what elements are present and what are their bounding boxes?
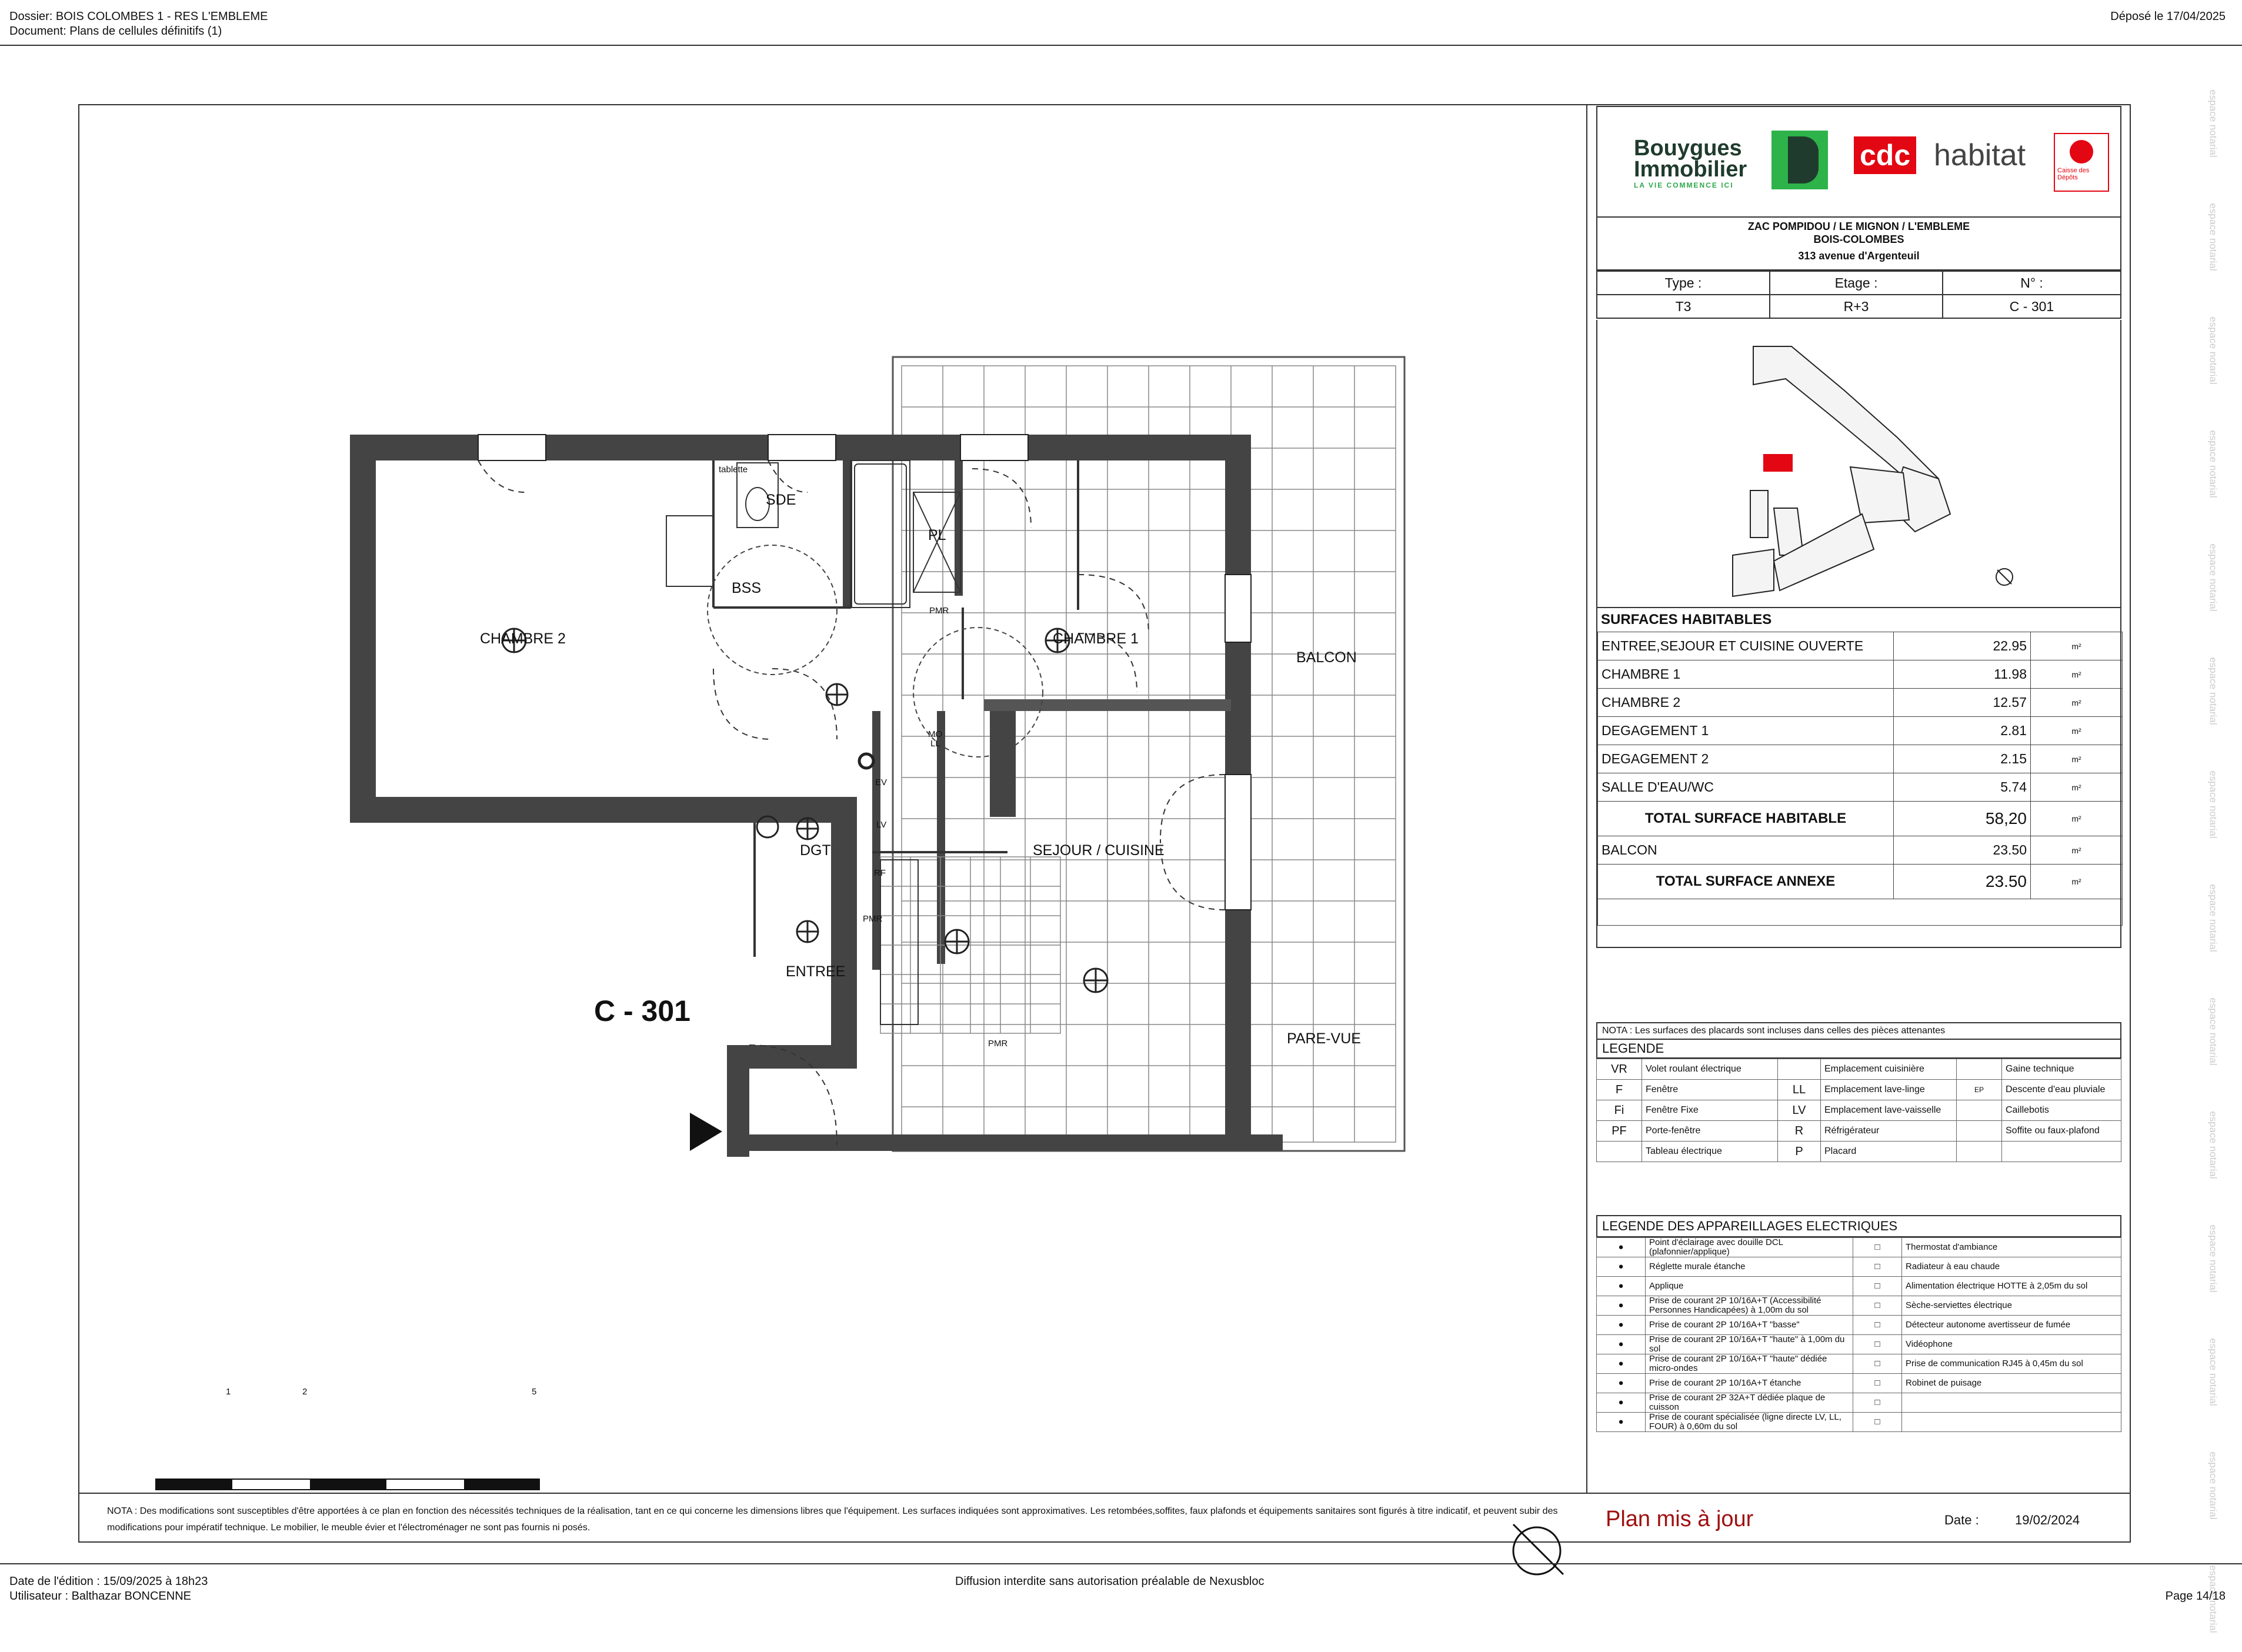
kitchen-tiles (880, 857, 1060, 1033)
electrical-row (1597, 1374, 2121, 1393)
legend-code (1778, 1059, 1821, 1080)
surface-empty-row (1598, 899, 2123, 926)
watermark-label: espace notarial (2207, 770, 2219, 839)
electrical-symbol-icon: ● (1597, 1393, 1646, 1413)
legend-code (1597, 1142, 1642, 1162)
surface-label: CHAMBRE 2 (1598, 689, 1894, 717)
watermark-text (0, 184, 18, 290)
electrical-text: Alimentation électrique HOTTE à 2,05m du sol (1902, 1277, 2121, 1296)
legend-row (1597, 1059, 2121, 1080)
watermark-text (0, 525, 18, 630)
legend-text: Volet roulant électrique (1642, 1059, 1778, 1080)
lv-label: LV (876, 820, 887, 830)
electrical-row (1597, 1257, 2121, 1277)
watermark-text (2207, 71, 2241, 176)
page-footer-rule (0, 1563, 2242, 1564)
electrical-symbol-icon: □ (1853, 1257, 1902, 1277)
electrical-symbol-icon: ● (1597, 1316, 1646, 1335)
legend-code: R (1778, 1121, 1821, 1142)
entry-arrow-icon (690, 1113, 722, 1151)
electrical-row (1597, 1296, 2121, 1316)
electrical-text: Applique (1646, 1277, 1853, 1296)
surface-label: CHAMBRE 1 (1598, 660, 1894, 689)
pmr-label: PMR (988, 1039, 1008, 1049)
watermark-label: espace notarial (2207, 997, 2219, 1066)
watermark-text (2207, 1546, 2241, 1652)
watermark-text (2207, 184, 2241, 290)
legend-row (1597, 1142, 2121, 1162)
watermark-text (2207, 1092, 2241, 1198)
electrical-text: Détecteur autonome avertisseur de fumée (1902, 1316, 2121, 1335)
electrical-symbol-icon: □ (1853, 1413, 1902, 1432)
electrical-symbol-icon: ● (1597, 1335, 1646, 1354)
room-entree: ENTREE (786, 963, 846, 980)
plan-mis-a-jour: Plan mis à jour (1606, 1507, 1754, 1531)
scale-tick-2: 2 (302, 1387, 308, 1397)
electrical-symbol-icon: ● (1597, 1277, 1646, 1296)
surface-row (1598, 773, 2123, 802)
depose-date: Déposé le 17/04/2025 (2110, 10, 2226, 23)
watermark-text (2207, 411, 2241, 517)
unit-highlight (1763, 454, 1793, 472)
surface-value: 11.98 (1894, 660, 2031, 689)
watermark-label: espace notarial (2207, 884, 2219, 952)
header-rule (0, 45, 2242, 46)
etage-value: R+3 (1770, 295, 1943, 318)
legend-code: Fi (1597, 1100, 1642, 1121)
surface-value: 58,20 (1894, 802, 2031, 836)
surfaces-table (1597, 632, 2123, 926)
electrical-symbol-icon: ● (1597, 1238, 1646, 1257)
floor-plan (78, 104, 1586, 1493)
watermark-label: espace notarial (2207, 203, 2219, 271)
electrical-text: Prise de courant 2P 10/16A+T (Accessibilité Personnes Handicapées) à 1,00m du sol (1646, 1296, 1853, 1316)
pare-vue-label: PARE-VUE (1287, 1030, 1361, 1047)
surface-row (1598, 660, 2123, 689)
legend-code: LV (1778, 1100, 1821, 1121)
watermark-label: espace notarial (2207, 430, 2219, 498)
key-plan (1596, 320, 2121, 608)
pmr-label-2: PMR (929, 606, 949, 616)
bouygues-b-icon (1771, 131, 1828, 189)
electrical-text: Réglette murale étanche (1646, 1257, 1853, 1277)
watermark-label: espace notarial (2207, 1565, 2219, 1633)
surface-value: 5.74 (1894, 773, 2031, 802)
key-plan-drawing (1597, 320, 2120, 606)
edition-date: Date de l'édition : 15/09/2025 à 18h23 (9, 1575, 208, 1588)
electrical-symbol-icon: □ (1853, 1393, 1902, 1413)
electrical-text (1902, 1413, 2121, 1432)
electrical-row (1597, 1393, 2121, 1413)
frame-divider (1586, 104, 1587, 1493)
document-label: Document: Plans de cellules définitifs (1) (9, 25, 222, 38)
legend-text: Caillebotis (2002, 1100, 2121, 1121)
legend-code: VR (1597, 1059, 1642, 1080)
ev-label: EV (875, 777, 888, 787)
legend-text: Porte-fenêtre (1642, 1121, 1778, 1142)
surface-value: 2.15 (1894, 745, 2031, 773)
surface-label: SALLE D'EAU/WC (1598, 773, 1894, 802)
legend-text: Emplacement lave-vaisselle (1821, 1100, 1957, 1121)
electrical-text: Prise de communication RJ45 à 0,45m du sol (1902, 1354, 2121, 1374)
electrical-table (1596, 1237, 2121, 1432)
project-line2: BOIS-COLOMBES (1813, 233, 1904, 245)
footer-rule (78, 1493, 2131, 1494)
pmr-label-3: PMR (863, 914, 883, 924)
surface-value: 2.81 (1894, 717, 2031, 745)
caisse-text: Caisse des Dépôts (2057, 167, 2090, 181)
surface-label: DEGAGEMENT 2 (1598, 745, 1894, 773)
electrical-text: Thermostat d'ambiance (1902, 1238, 2121, 1257)
surface-row (1598, 689, 2123, 717)
unit-label: C - 301 (594, 994, 690, 1027)
legend-row (1597, 1121, 2121, 1142)
surface-row (1598, 632, 2123, 660)
legend-code: PF (1597, 1121, 1642, 1142)
electrical-symbol-icon: □ (1853, 1296, 1902, 1316)
watermark-label: espace notarial (2207, 1111, 2219, 1179)
electrical-text: Prise de courant 2P 10/16A+T étanche (1646, 1374, 1853, 1393)
room-bss: BSS (732, 580, 762, 596)
electrical-symbol-icon: □ (1853, 1354, 1902, 1374)
watermark-text (0, 1206, 18, 1311)
legend-text: Gaine technique (2002, 1059, 2121, 1080)
surface-unit: m² (2031, 689, 2123, 717)
surface-label: ENTREE,SEJOUR ET CUISINE OUVERTE (1598, 632, 1894, 660)
scale-tick-5: 5 (532, 1387, 537, 1397)
bath-fixtures (666, 460, 960, 608)
type-value: T3 (1597, 295, 1770, 318)
surface-unit: m² (2031, 836, 2123, 865)
scale-bar (156, 1479, 539, 1490)
etage-header: Etage : (1770, 271, 1943, 295)
room-chambre1: CHAMBRE 1 (1053, 630, 1139, 647)
type-table (1596, 271, 2121, 319)
watermark-text (2207, 1319, 2241, 1425)
bouygues-logo (1634, 138, 1747, 191)
surfaces-title: SURFACES HABITABLES (1601, 612, 1772, 628)
surface-value: 12.57 (1894, 689, 2031, 717)
bouygues-line1: Bouygues (1634, 136, 1742, 161)
electrical-text: Prise de courant spécialisée (ligne directe LV, LL, FOUR) à 0,60m du sol (1646, 1413, 1853, 1432)
user-label: Utilisateur : Balthazar BONCENNE (9, 1590, 191, 1603)
legend-text: Emplacement cuisinière (1821, 1059, 1957, 1080)
watermark-text (2207, 1206, 2241, 1311)
bouygues-line2: Immobilier (1634, 157, 1747, 182)
electrical-text: Point d'éclairage avec douille DCL (plafonnier/applique) (1646, 1238, 1853, 1257)
electrical-symbol-icon: □ (1853, 1374, 1902, 1393)
electrical-symbol-icon: □ (1853, 1277, 1902, 1296)
electrical-symbol-icon: □ (1853, 1238, 1902, 1257)
watermark-label: espace notarial (2207, 316, 2219, 385)
room-sde: SDE (766, 492, 796, 508)
surface-value: 23.50 (1894, 865, 2031, 899)
legend-code (1957, 1121, 2002, 1142)
rf-label: RF (874, 868, 886, 878)
balcon-row (1598, 836, 2123, 865)
legend-row (1597, 1100, 2121, 1121)
electrical-row (1597, 1354, 2121, 1374)
watermark-text (2207, 752, 2241, 857)
legend-row (1597, 1080, 2121, 1100)
electrical-symbol-icon: ● (1597, 1354, 1646, 1374)
watermark-label: espace notarial (2207, 89, 2219, 158)
legend-code: EP (1957, 1080, 2002, 1100)
walls (350, 435, 1283, 1157)
diffusion-notice: Diffusion interdite sans autorisation préalable de Nexusbloc (955, 1575, 1265, 1588)
electrical-symbol-icon: ● (1597, 1296, 1646, 1316)
surface-value: 22.95 (1894, 632, 2031, 660)
watermark-text (0, 638, 18, 744)
electrical-row (1597, 1335, 2121, 1354)
electrical-panel (1596, 1215, 2121, 1432)
surface-label: DEGAGEMENT 1 (1598, 717, 1894, 745)
footer-nota: NOTA : Des modifications sont susceptibles d'être apportées à ce plan en fonction des nécessités techniques de la réalisation, tant en ce qui concerne les dimensions libres que l'équipement. Les surfaces indiquées sont approximatives. Les retombées,soffites, faux plafonds et équipements sanitaires sont figurés à titre indicatif, et peuvent subir des modifications pour impératif technique. Le mobilier, le meuble évier et l'électroménager ne sont pas fournis ni posés. (107, 1506, 1558, 1533)
watermark-text (2207, 865, 2241, 971)
electrical-text: Vidéophone (1902, 1335, 2121, 1354)
watermark-text (2207, 525, 2241, 630)
legend-text: Tableau électrique (1642, 1142, 1778, 1162)
room-balcon: BALCON (1296, 649, 1357, 666)
num-value: C - 301 (1943, 295, 2121, 318)
legend-text: Réfrigérateur (1821, 1121, 1957, 1142)
legend-code: P (1778, 1142, 1821, 1162)
electrical-symbol-icon: ● (1597, 1374, 1646, 1393)
legend-code (1957, 1059, 2002, 1080)
electrical-row (1597, 1277, 2121, 1296)
ll-label: LL (930, 739, 940, 749)
surfaces-panel (1596, 608, 2121, 948)
watermark-text (0, 979, 18, 1084)
legend-text: Soffite ou faux-plafond (2002, 1121, 2121, 1142)
surface-row (1598, 717, 2123, 745)
electrical-text: Prise de courant 2P 10/16A+T "haute" dédiée micro-ondes (1646, 1354, 1853, 1374)
watermark-text (0, 71, 18, 176)
electrical-row (1597, 1413, 2121, 1432)
legend-note: NOTA : Les surfaces des placards sont incluses dans celles des pièces attenantes (1596, 1022, 2121, 1040)
legend-table (1596, 1059, 2121, 1162)
electrical-text: Prise de courant 2P 32A+T dédiée plaque de cuisson (1646, 1393, 1853, 1413)
surface-unit: m² (2031, 773, 2123, 802)
electrical-symbol-icon: ● (1597, 1257, 1646, 1277)
legend-panel (1596, 1022, 2121, 1175)
surface-unit: m² (2031, 745, 2123, 773)
watermark-text (0, 752, 18, 857)
watermark-text (0, 865, 18, 971)
electrical-row (1597, 1238, 2121, 1257)
surface-unit: m² (2031, 865, 2123, 899)
watermark-text (0, 1319, 18, 1425)
tablette-label: tablette (719, 465, 748, 475)
bouygues-tagline: LA VIE COMMENCE ICI (1634, 181, 1734, 189)
date-label: Date : (1944, 1513, 1979, 1527)
legend-code: F (1597, 1080, 1642, 1100)
type-header: Type : (1597, 271, 1770, 295)
surface-label: BALCON (1598, 836, 1894, 865)
surface-label: TOTAL SURFACE ANNEXE (1598, 865, 1894, 899)
room-chambre2: CHAMBRE 2 (480, 630, 566, 647)
electrical-text: Radiateur à eau chaude (1902, 1257, 2121, 1277)
watermark-text (0, 298, 18, 403)
project-line1: ZAC POMPIDOU / LE MIGNON / L'EMBLEME (1747, 221, 1970, 232)
electrical-title: LEGENDE DES APPAREILLAGES ELECTRIQUES (1596, 1215, 2121, 1237)
watermark-label: espace notarial (2207, 1224, 2219, 1293)
watermark-text (0, 1433, 18, 1538)
date-value: 19/02/2024 (2015, 1513, 2080, 1527)
electrical-text: Prise de courant 2P 10/16A+T "basse" (1646, 1316, 1853, 1335)
legend-text: Descente d'eau pluviale (2002, 1080, 2121, 1100)
surface-label: TOTAL SURFACE HABITABLE (1598, 802, 1894, 836)
total-habitable-row (1598, 802, 2123, 836)
surface-unit: m² (2031, 717, 2123, 745)
surface-unit: m² (2031, 632, 2123, 660)
room-pl: PL (928, 527, 946, 543)
electrical-text (1902, 1393, 2121, 1413)
room-dgt: DGT (800, 842, 831, 859)
legend-code (1957, 1142, 2002, 1162)
watermark-text (0, 1092, 18, 1198)
logo-panel (1596, 106, 2121, 218)
electrical-symbol-icon: □ (1853, 1316, 1902, 1335)
legend-text (2002, 1142, 2121, 1162)
legend-title: LEGENDE (1596, 1040, 2121, 1059)
caisse-depots-logo (2054, 133, 2109, 192)
watermark-text (2207, 1433, 2241, 1538)
surface-value: 23.50 (1894, 836, 2031, 865)
cdc-logo: cdc (1854, 136, 1916, 174)
page-number: Page 14/18 (2165, 1590, 2226, 1603)
electrical-text: Sèche-serviettes électrique (1902, 1296, 2121, 1316)
legend-text: Fenêtre (1642, 1080, 1778, 1100)
mo-label: MO (928, 729, 943, 739)
legend-text: Placard (1821, 1142, 1957, 1162)
electrical-symbol-icon: □ (1853, 1335, 1902, 1354)
electrical-row (1597, 1316, 2121, 1335)
scale-tick-1: 1 (226, 1387, 231, 1397)
electrical-symbol-icon: ● (1597, 1413, 1646, 1432)
legend-text: Emplacement lave-linge (1821, 1080, 1957, 1100)
watermark-text (2207, 638, 2241, 744)
watermark-label: espace notarial (2207, 1338, 2219, 1406)
watermark-text (0, 411, 18, 517)
project-address: 313 avenue d'Argenteuil (1798, 250, 1920, 262)
legend-text: Fenêtre Fixe (1642, 1100, 1778, 1121)
habitat-logo: habitat (1934, 138, 2026, 172)
surface-unit: m² (2031, 660, 2123, 689)
electrical-text: Robinet de puisage (1902, 1374, 2121, 1393)
watermark-text (2207, 298, 2241, 403)
total-annexe-row (1598, 865, 2123, 899)
dossier-label: Dossier: BOIS COLOMBES 1 - RES L'EMBLEME (9, 10, 268, 23)
project-block (1596, 218, 2121, 271)
legend-code (1957, 1100, 2002, 1121)
surface-unit: m² (2031, 802, 2123, 836)
surface-row (1598, 745, 2123, 773)
legend-code: LL (1778, 1080, 1821, 1100)
room-sejour: SEJOUR / CUISINE (1033, 842, 1165, 859)
electrical-text: Prise de courant 2P 10/16A+T "haute" à 1,00m du sol (1646, 1335, 1853, 1354)
watermark-label: espace notarial (2207, 543, 2219, 612)
watermark-label: espace notarial (2207, 1451, 2219, 1520)
watermark-label: espace notarial (2207, 657, 2219, 725)
num-header: N° : (1943, 271, 2121, 295)
watermark-text (2207, 979, 2241, 1084)
